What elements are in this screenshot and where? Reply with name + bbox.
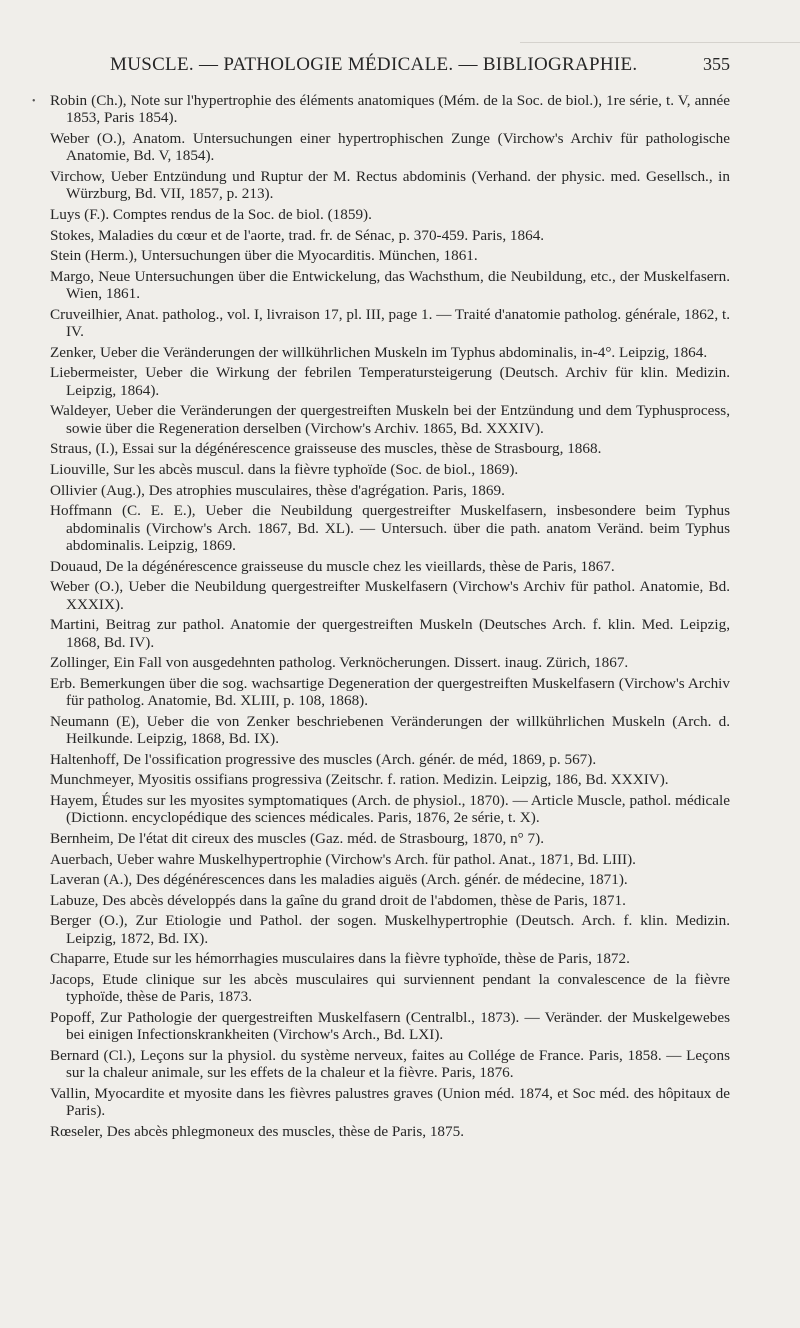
- bibliography-entry: Erb. Bemerkungen über die sog. wachsartige Degeneration der quergestreiften Muskelfasern (Virchow's Archiv für patholog. Anatomie, Bd. XLIII, p. 108, 1868).: [50, 674, 730, 710]
- bibliography-entry: Haltenhoff, De l'ossification progressive des muscles (Arch. génér. de méd, 1869, p. 567).: [50, 750, 597, 768]
- bibliography-entry: Liebermeister, Ueber die Wirkung der febrilen Temperatursteigerung (Deutsch. Archiv für klin. Medizin. Leipzig, 1864).: [50, 364, 730, 399]
- bibliography-entry: Popoff, Zur Pathologie der quergestreiften Muskelfasern (Centralbl., 1873). — Veränder. der Muskelgewebes bei einigen Infectionskrankheiten (Virchow's Arch., Bd. LXI).: [50, 1008, 730, 1044]
- bibliography-entry: Bernheim, De l'état dit cireux des muscles (Gaz. méd. de Strasbourg, 1870, n° 7).: [50, 829, 544, 847]
- bibliography-entry: Straus, (I.), Essai sur la dégénérescence graisseuse des muscles, thèse de Strasbourg, 1868.: [50, 440, 602, 458]
- running-header: [110, 54, 730, 82]
- bibliography-entry: Margo, Neue Untersuchungen über die Entwickelung, das Wachsthum, die Neubildung, etc., der Muskelfasern. Wien, 1861.: [50, 267, 730, 303]
- bibliography-entry: Zenker, Ueber die Veränderungen der willkührlichen Muskeln im Typhus abdominalis, in-4°. Leipzig, 1864.: [50, 343, 708, 361]
- bibliography-entry: Chaparre, Etude sur les hémorrhagies musculaires dans la fièvre typhoïde, thèse de Paris, 1872.: [50, 950, 630, 968]
- bibliography-entry: Virchow, Ueber Entzündung und Ruptur der M. Rectus abdominis (Verhand. der physic. med. Gesellsch., in Würzburg, Bd. VII, 1857, p. 213).: [50, 168, 730, 203]
- bibliography-entry: Hoffmann (C. E. E.), Ueber die Neubildung quergestreifter Muskelfasern, insbesondere beim Typhus abdominalis (Virchow's Arch. 1867, Bd. XL). — Untersuch. über die path. anatom Veränd. beim Typhus abdominalis. Leipzig, 1869.: [50, 502, 730, 554]
- bibliography-entry: Weber (O.), Ueber die Neubildung quergestreifter Muskelfasern (Virchow's Archiv für pathol. Anatomie, Bd. XXXIX).: [50, 578, 730, 613]
- bleed-through-shadow: [520, 42, 800, 53]
- bibliography-entry: Berger (O.), Zur Etiologie und Pathol. der sogen. Muskelhypertrophie (Deutsch. Arch. f. klin. Medizin. Leipzig, 1872, Bd. IX).: [50, 912, 730, 947]
- bibliography-entry: Jacops, Etude clinique sur les abcès musculaires qui surviennent pendant la convalescence de la fièvre typhoïde, thèse de Paris, 1873.: [50, 970, 730, 1006]
- margin-mark: •: [32, 96, 36, 107]
- bibliography-entry: Stein (Herm.), Untersuchungen über die Myocarditis. München, 1861.: [50, 247, 478, 265]
- bibliography-entry: Luys (F.). Comptes rendus de la Soc. de biol. (1859).: [50, 206, 372, 223]
- bibliography-entry: Labuze, Des abcès développés dans la gaîne du grand droit de l'abdomen, thèse de Paris, 1871.: [50, 891, 626, 909]
- bibliography-entry: Bernard (Cl.), Leçons sur la physiol. du système nerveux, faites au Collége de France. Paris, 1858. — Leçons sur la chaleur animale, sur les effets de la chaleur et la fièvre. Paris, 1876.: [50, 1046, 730, 1082]
- bibliography-entry: Douaud, De la dégénérescence graisseuse du muscle chez les vieillards, thèse de Paris, 1867.: [50, 557, 615, 575]
- bibliography-entry: Waldeyer, Ueber die Veränderungen der quergestreiften Muskeln bei der Entzündung und dem Typhusprocess, sowie über die Regeneration derselben (Virchow's Archiv. 1865, Bd. XXXIV).: [50, 402, 730, 437]
- page-number: 355: [703, 54, 730, 74]
- bibliography-entry: Neumann (E), Ueber die von Zenker beschriebenen Veränderungen der willkührlichen Muskeln (Arch. d. Heilkunde. Leipzig, 1868, Bd. IX).: [50, 712, 730, 748]
- bibliography-entry: Robin (Ch.), Note sur l'hypertrophie des éléments anatomiques (Mém. de la Soc. de biol.), 1re série, t. V, année 1853, Paris 1854).: [50, 92, 730, 127]
- bibliography-entry: Ollivier (Aug.), Des atrophies musculaires, thèse d'agrégation. Paris, 1869.: [50, 481, 505, 499]
- running-title: MUSCLE. — PATHOLOGIE MÉDICALE. — BIBLIOGRAPHIE.: [110, 54, 638, 75]
- bibliography-entry: Laveran (A.), Des dégénérescences dans les maladies aiguës (Arch. génér. de médecine, 1871).: [50, 871, 628, 889]
- bibliography-entry: Stokes, Maladies du cœur et de l'aorte, trad. fr. de Sénac, p. 370-459. Paris, 1864.: [50, 226, 545, 244]
- bibliography-entry: Munchmeyer, Myositis ossifians progressiva (Zeitschr. f. ration. Medizin. Leipzig, 186, Bd. XXXIV).: [50, 771, 669, 789]
- bibliography-entry: Auerbach, Ueber wahre Muskelhypertrophie (Virchow's Arch. für pathol. Anat., 1871, Bd. LIII).: [50, 850, 636, 868]
- bibliography-entry: Rœseler, Des abcès phlegmoneux des muscles, thèse de Paris, 1875.: [50, 1122, 464, 1140]
- bibliography-entry: Zollinger, Ein Fall von ausgedehnten patholog. Verknöcherungen. Dissert. inaug. Zürich, 1867.: [50, 654, 629, 672]
- bibliography-entry: Cruveilhier, Anat. patholog., vol. I, livraison 17, pl. III, page 1. — Traité d'anatomie patholog. générale, 1862, t. IV.: [50, 305, 730, 341]
- bibliography-entry: Hayem, Études sur les myosites symptomatiques (Arch. de physiol., 1870). — Article Muscle, pathol. médicale (Dictionn. encyclopédique des sciences médicales. Paris, 1876, 2e série, t. X).: [50, 791, 730, 827]
- bibliography-entry: Weber (O.), Anatom. Untersuchungen einer hypertrophischen Zunge (Virchow's Archiv für pathologische Anatomie, Bd. V, 1854).: [50, 130, 730, 165]
- bibliography-entry: Liouville, Sur les abcès muscul. dans la fièvre typhoïde (Soc. de biol., 1869).: [50, 460, 519, 478]
- bibliography-entry: Vallin, Myocardite et myosite dans les fièvres palustres graves (Union méd. 1874, et Soc méd. des hôpitaux de Paris).: [50, 1084, 730, 1120]
- bibliography-list: [50, 92, 730, 1140]
- bibliography-entry: Martini, Beitrag zur pathol. Anatomie der quergestreiften Muskeln (Deutsches Arch. f. klin. Med. Leipzig, 1868, Bd. IV).: [50, 616, 730, 651]
